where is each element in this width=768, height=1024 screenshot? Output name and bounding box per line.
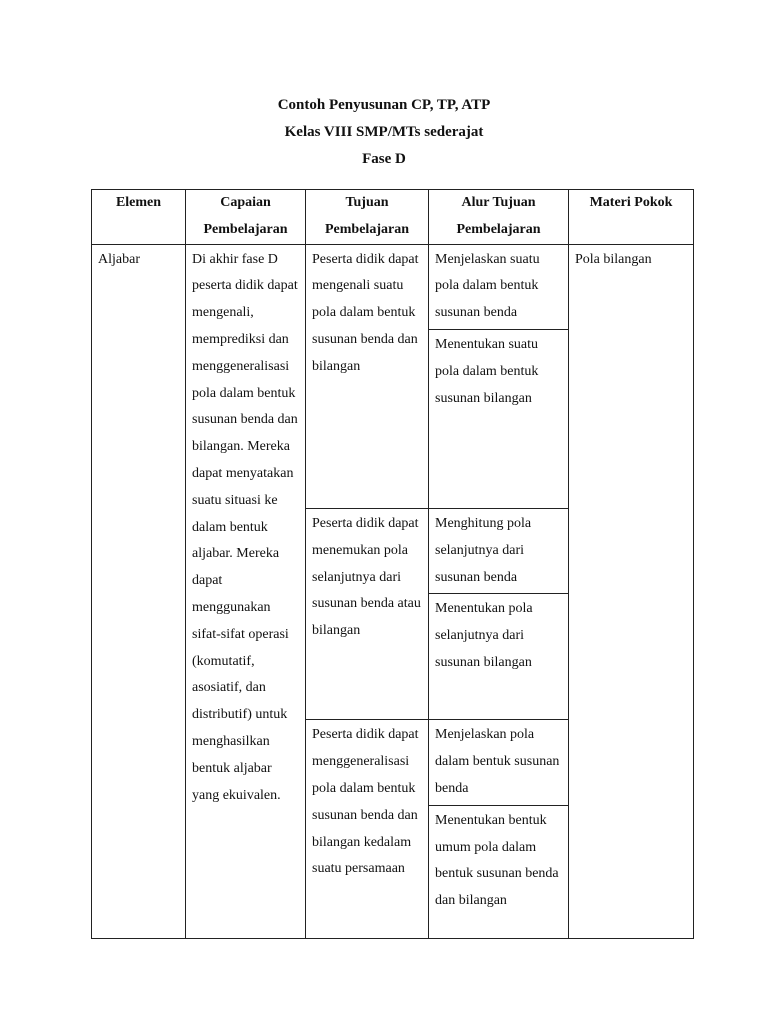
cell-alur-1: Menjelaskan suatu pola dalam bentuk susunan benda (429, 244, 569, 329)
cell-alur-4: Menentukan pola selanjutnya dari susunan bilangan (429, 594, 569, 720)
cell-capaian-pembelajaran: Di akhir fase D peserta didik dapat mengenali, memprediksi dan menggeneralisasi pola dalam bentuk susunan benda dan bilangan. Mereka dapat menyatakan suatu situasi ke dalam bentuk aljabar. Mereka dapat menggunakan sifat-sifat operasi (komutatif, asosiatif, dan distributif) untuk menghasilkan bentuk aljabar yang ekuivalen. (186, 244, 306, 938)
cell-alur-5: Menjelaskan pola dalam bentuk susunan benda (429, 720, 569, 805)
table-row (92, 244, 694, 329)
header-tujuan-pembelajaran: Tujuan Pembelajaran (306, 190, 429, 245)
cell-alur-3: Menghitung pola selanjutnya dari susunan benda (429, 508, 569, 593)
title-line-3: Fase D (362, 151, 406, 167)
header-elemen: Elemen (92, 190, 186, 245)
cell-tujuan-2: Peserta didik dapat menemukan pola selanjutnya dari susunan benda atau bilangan (306, 508, 429, 719)
table-header-row (92, 190, 694, 245)
cell-materi-pokok: Pola bilangan (569, 244, 694, 938)
title-line-2: Kelas VIII SMP/MTs sederajat (284, 124, 484, 140)
header-capaian-pembelajaran: Capaian Pembelajaran (186, 190, 306, 245)
cell-tujuan-1: Peserta didik dapat mengenali suatu pola dalam bentuk susunan benda dan bilangan (306, 244, 429, 508)
cp-tp-atp-table (91, 189, 694, 939)
cell-alur-6: Menentukan bentuk umum pola dalam bentuk susunan benda dan bilangan (429, 805, 569, 938)
header-materi-pokok: Materi Pokok (569, 190, 694, 245)
cell-alur-2: Menentukan suatu pola dalam bentuk susunan bilangan (429, 329, 569, 508)
document-title (0, 92, 768, 173)
cell-elemen: Aljabar (92, 244, 186, 938)
title-line-1: Contoh Penyusunan CP, TP, ATP (277, 97, 491, 113)
header-alur-tujuan-pembelajaran: Alur Tujuan Pembelajaran (429, 190, 569, 245)
cell-tujuan-3: Peserta didik dapat menggeneralisasi pola dalam bentuk susunan benda dan bilangan kedalam suatu persamaan (306, 720, 429, 938)
